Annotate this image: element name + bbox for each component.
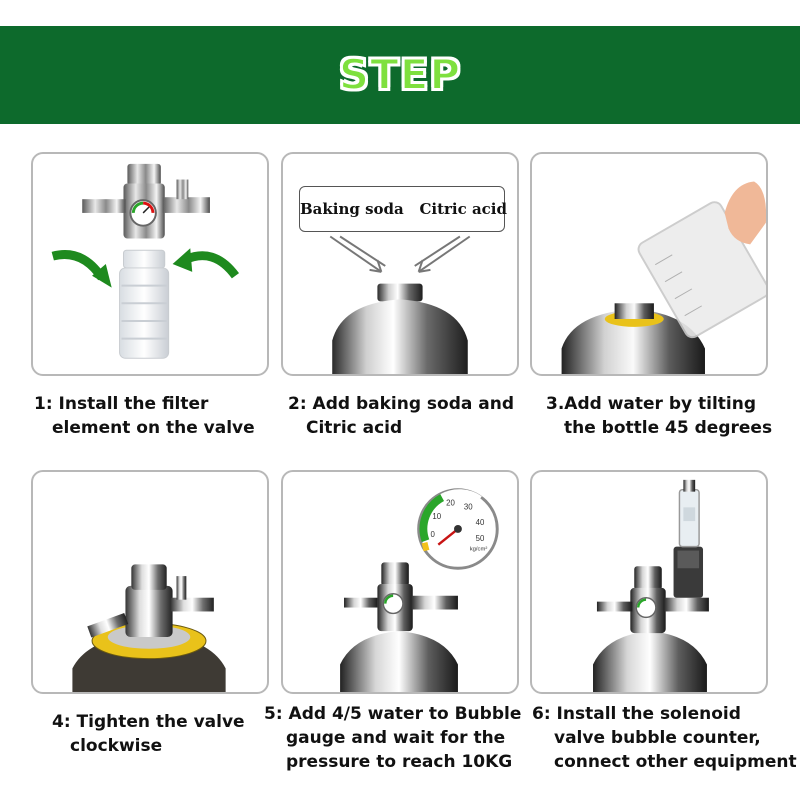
svg-text:10: 10 [432, 512, 442, 522]
svg-text:kg/cm²: kg/cm² [469, 546, 488, 553]
tightening-valve-illustration [33, 472, 267, 692]
step-1-caption: 1: Install the filter element on the valve [34, 394, 255, 438]
svg-text:30: 30 [463, 502, 473, 512]
citric-acid-label: Citric acid [419, 200, 507, 218]
header-banner [0, 26, 800, 124]
step-4-panel [31, 470, 269, 694]
pressure-gauge-illustration [283, 472, 517, 692]
svg-text:20: 20 [446, 498, 455, 508]
solenoid-bubble-counter-illustration [532, 472, 766, 692]
step-6-panel [530, 470, 768, 694]
step-3-panel [530, 152, 768, 376]
svg-text:50: 50 [475, 533, 485, 543]
step-2-caption: 2: Add baking soda and Citric acid [288, 394, 515, 438]
gauge-icon [419, 490, 498, 569]
pouring-water-illustration [532, 154, 766, 374]
step-2-panel [281, 152, 519, 376]
step-3-caption: 3.Add water by tilting the bottle 45 degrees [546, 394, 773, 438]
svg-text:0: 0 [430, 529, 435, 539]
step-1-panel [31, 152, 269, 376]
ingredient-label-box [299, 186, 505, 232]
svg-text:40: 40 [475, 518, 485, 528]
step-5-panel [281, 470, 519, 694]
step-5-caption: 5: Add 4/5 water to Bubble gauge and wait for the pressure to reach 10KG [264, 704, 522, 772]
baking-soda-label: Baking soda [300, 200, 404, 218]
banner-title: STEP [338, 50, 462, 99]
valve-with-filter-illustration [33, 154, 267, 374]
step-6-caption: 6: Install the solenoid valve bubble counter, connect other equipment [532, 704, 797, 772]
step-4-caption: 4: Tighten the valve clockwise [52, 712, 245, 756]
